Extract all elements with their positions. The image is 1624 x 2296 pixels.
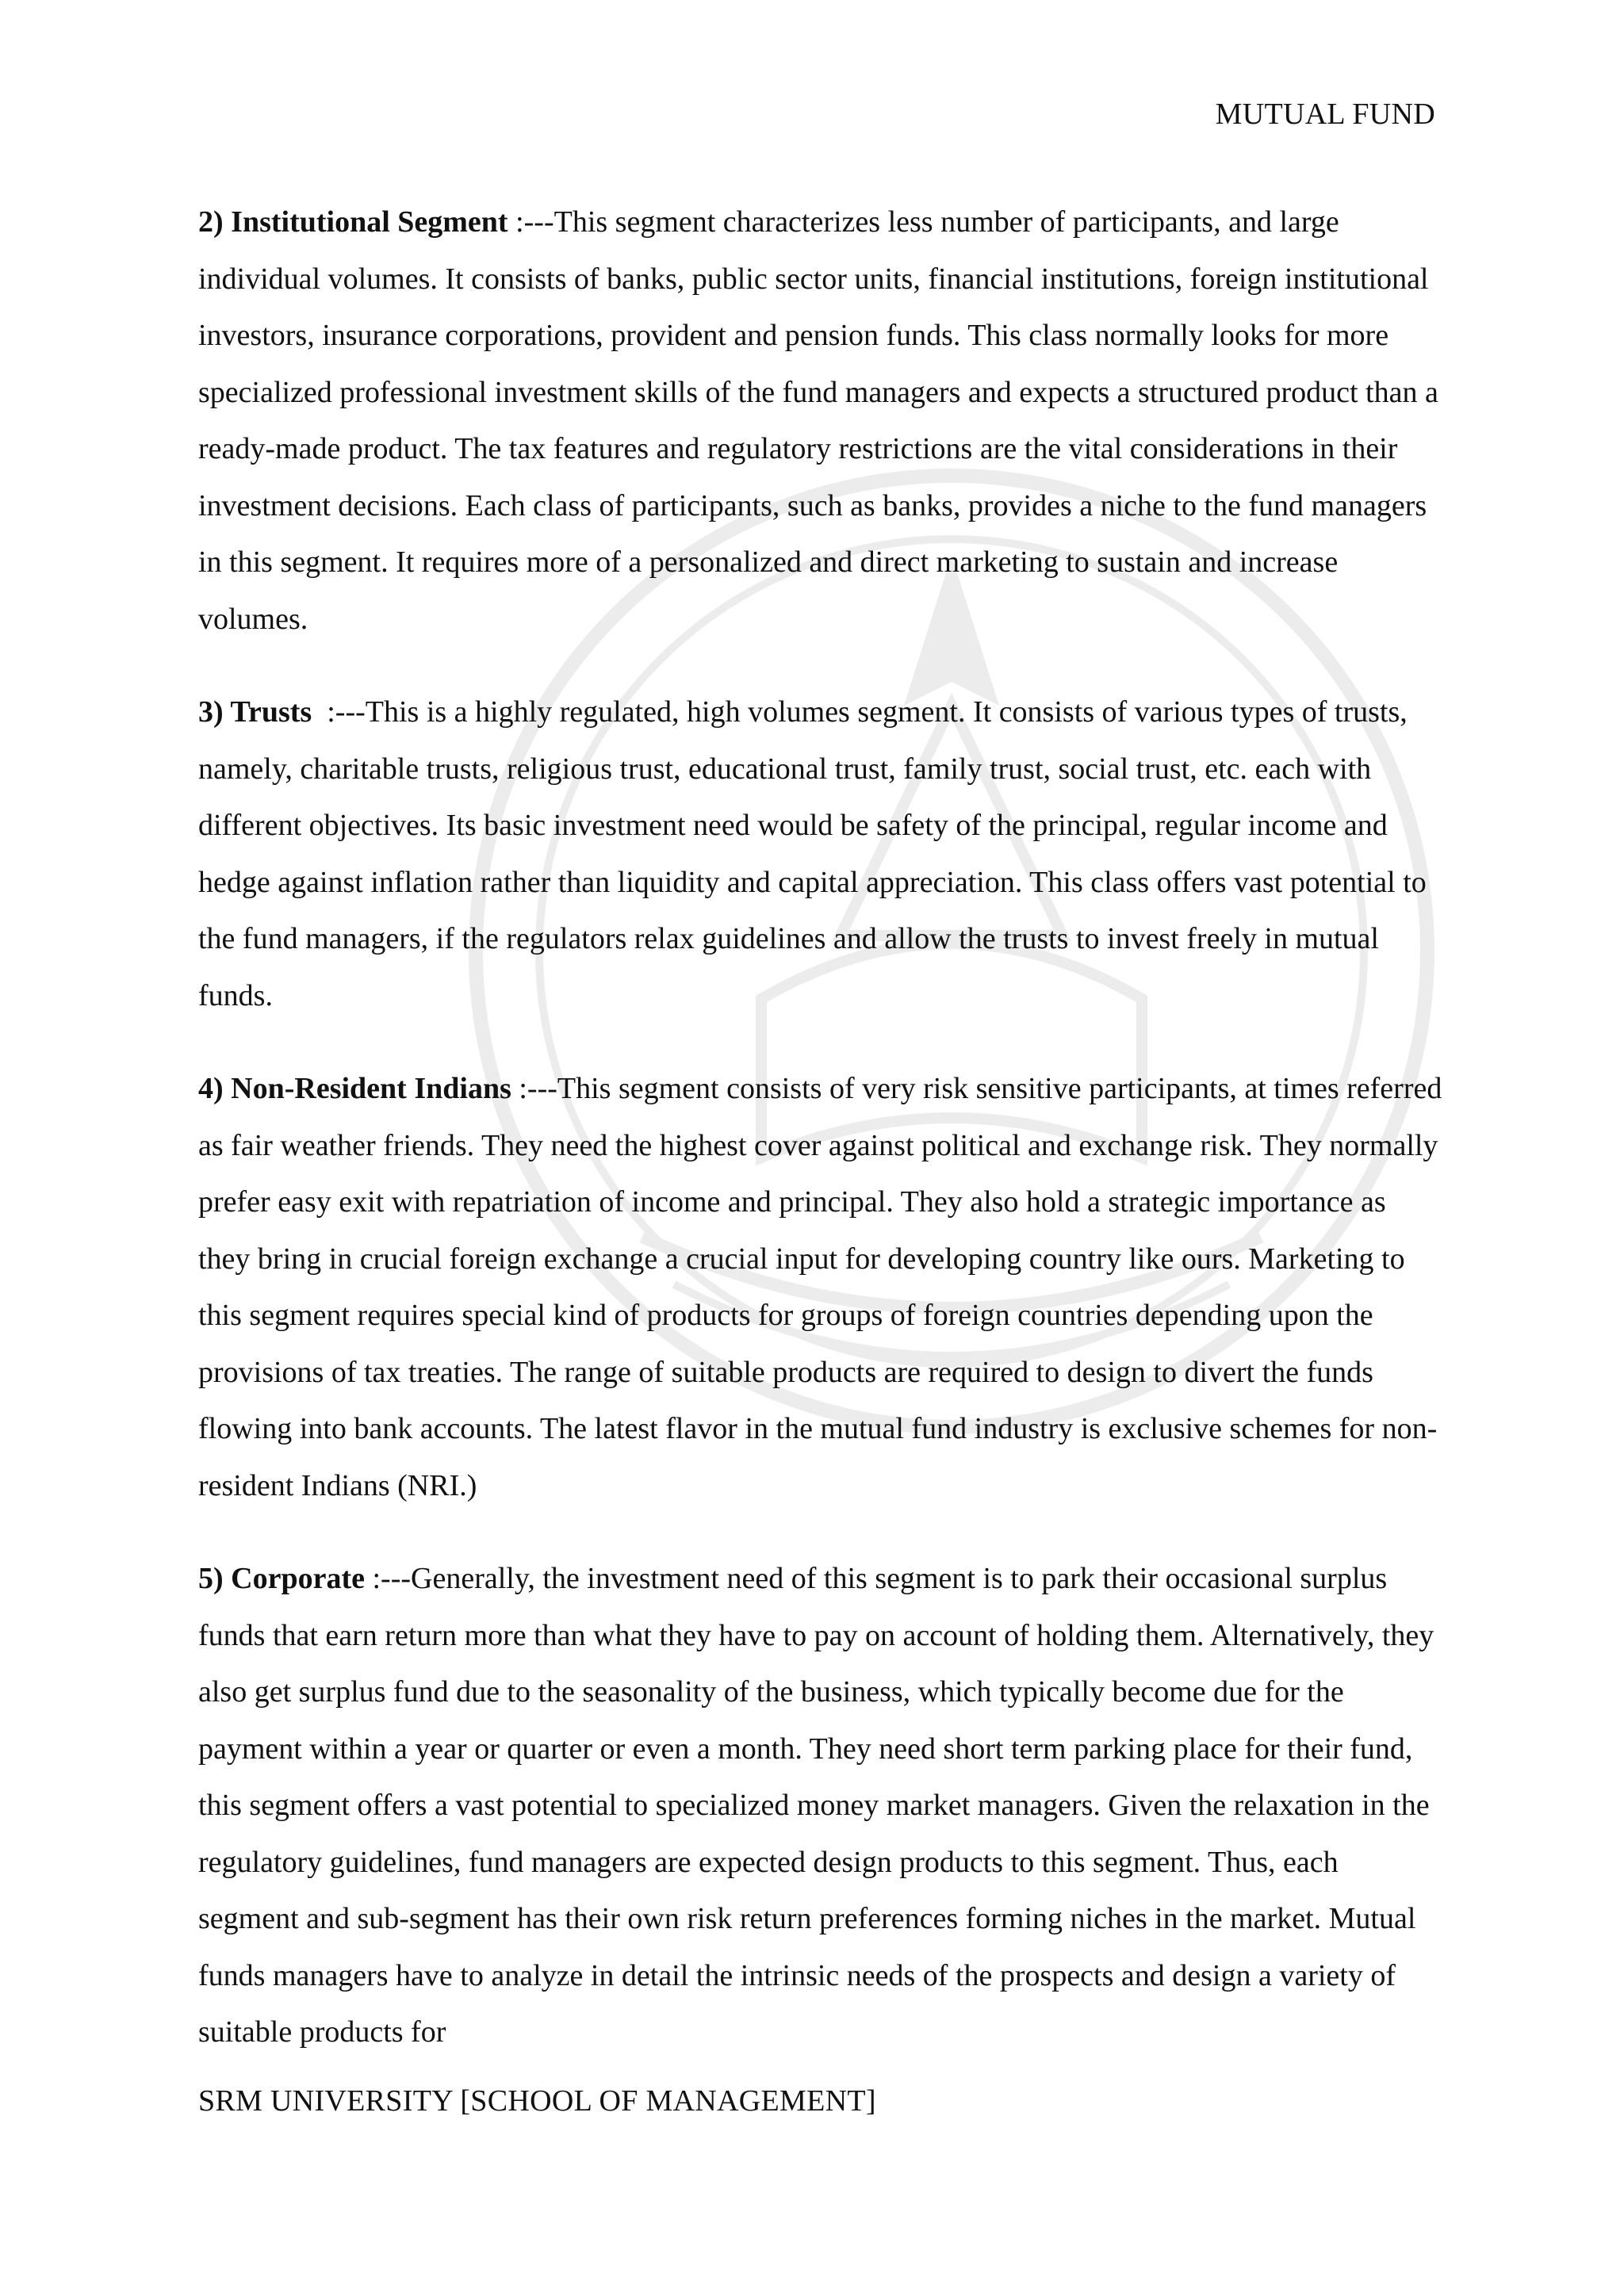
section-body: Generally, the investment need of this segment is to park their occasional surplus funds that earn return more than what they have to pay on account of holding them. Alternatively, they also get surplus fund due to the seasonality of the business, which typically become due for the payment within a year or quarter or even a month. They need short term parking place for their fund, this segment offers a vast potential to specialized money market managers. Given the relaxation in the regulatory guidelines, fund managers are expected design products to this segment. Thus, each segment and sub-segment has their own risk return preferences forming niches in the market. Mutual funds managers have to analyze in detail the intrinsic needs of the prospects and design a variety of suitable products for bbox=[198, 1562, 1434, 2049]
section-body: This segment characterizes less number of participants, and large individual volumes. It consists of banks, public sector units, financial institutions, foreign institutional investors, insurance corporations, provident and pension funds. This class normally looks for more specialized professional investment skills of the fund managers and expects a structured product than a ready-made product. The tax features and regulatory restrictions are the vital considerations in their investment decisions. Each class of participants, such as banks, provides a niche to the fund managers in this segment. It requires more of a personalized and direct marketing to sustain and increase volumes. bbox=[198, 205, 1438, 636]
section-separator: :--- bbox=[312, 695, 366, 729]
section-corporate bbox=[198, 1551, 1443, 2061]
section-heading: 3) Trusts bbox=[198, 695, 312, 729]
page-header bbox=[1216, 97, 1435, 132]
section-separator: :--- bbox=[364, 1562, 412, 1595]
section-institutional-segment bbox=[198, 194, 1443, 648]
header-title: MUTUAL FUND bbox=[1215, 98, 1435, 131]
footer-text: SRM UNIVERSITY [SCHOOL OF MANAGEMENT] bbox=[198, 2084, 876, 2118]
section-non-resident-indians bbox=[198, 1061, 1443, 1514]
section-heading: 5) Corporate bbox=[198, 1562, 365, 1595]
section-heading: 2) Institutional Segment bbox=[198, 205, 508, 239]
section-heading: 4) Non-Resident Indians bbox=[198, 1072, 511, 1105]
section-separator: :--- bbox=[511, 1072, 557, 1105]
document-body bbox=[198, 194, 1443, 2098]
page-footer bbox=[198, 2084, 876, 2118]
section-body: This segment consists of very risk sensitive participants, at times referred as fair weather friends. They need the highest cover against political and exchange risk. They normally prefer easy exit with repatriation of income and principal. They also hold a strategic importance as they bring in crucial foreign exchange a crucial input for developing country like ours. Marketing to this segment requires special kind of products for groups of foreign countries depending upon the provisions of tax treaties. The range of suitable products are required to design to divert the funds flowing into bank accounts. The latest flavor in the mutual fund industry is exclusive schemes for non-resident Indians (NRI.) bbox=[198, 1072, 1442, 1502]
section-separator: :--- bbox=[508, 205, 554, 239]
section-trusts bbox=[198, 684, 1443, 1024]
section-body: This is a highly regulated, high volumes segment. It consists of various types of trusts, namely, charitable trusts, religious trust, educational trust, family trust, social trust, etc. each with different objectives. Its basic investment need would be safety of the principal, regular income and hedge against inflation rather than liquidity and capital appreciation. This class offers vast potential to the fund managers, if the regulators relax guidelines and allow the trusts to invest freely in mutual funds. bbox=[198, 695, 1427, 1012]
